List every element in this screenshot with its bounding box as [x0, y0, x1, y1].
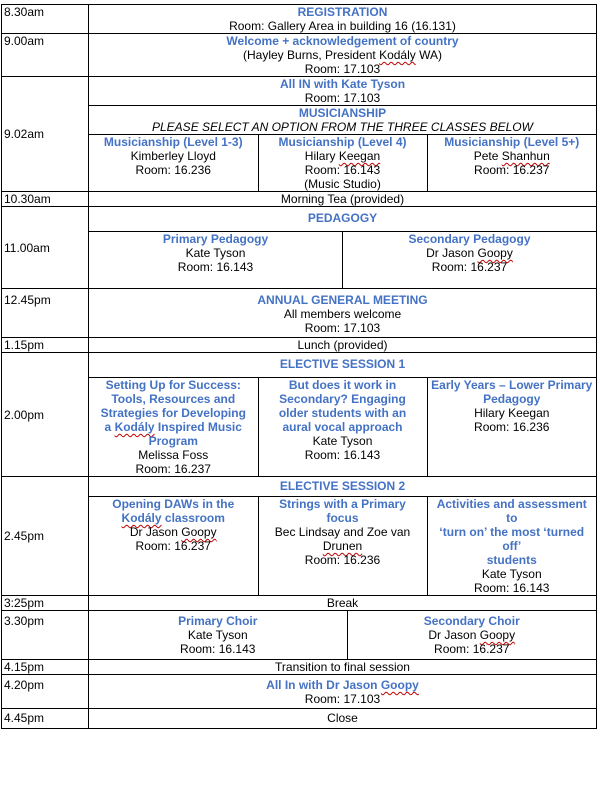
class-title: Musicianship (Level 5+)	[444, 135, 580, 149]
presenter-name: Kate Tyson	[481, 567, 542, 581]
elective-title: aural vocal approach	[282, 420, 403, 434]
instruction-text: PLEASE SELECT AN OPTION FROM THE THREE CLASSES BELOW	[152, 120, 533, 134]
room-label: Room: 16.237	[474, 163, 550, 177]
presenter-name-part: Goopy	[477, 246, 513, 260]
allin-cell	[89, 77, 596, 106]
elective-title: Pedagogy	[483, 392, 541, 406]
session-title-part: All In with Dr Jason	[266, 678, 381, 692]
room-label: Room: 16.237	[135, 539, 211, 553]
elective-title-part: Kodály	[121, 511, 162, 525]
class-option	[89, 232, 343, 289]
presenter-name-part: Goopy	[479, 628, 516, 642]
time-cell: 4.20pm	[2, 675, 89, 709]
elective-title: Strings with a Primary	[279, 497, 406, 511]
nested-table	[89, 477, 596, 595]
session-cell	[89, 289, 597, 338]
elective-title: Secondary? Engaging	[279, 392, 406, 406]
table-row	[2, 596, 597, 611]
presenter-name	[430, 149, 595, 163]
session-title: All IN with Kate Tyson	[279, 77, 406, 91]
presenter-name-part: Dr Jason	[428, 628, 480, 642]
session-cell	[89, 675, 597, 709]
elective-title: Early Years – Lower Primary	[431, 378, 593, 392]
elective-option	[427, 378, 596, 477]
table-row	[2, 192, 597, 207]
presenter-name-part: Dr Jason	[129, 525, 182, 539]
elective-title-part: Inspired Music	[154, 420, 242, 434]
table-row	[2, 5, 597, 34]
class-option	[347, 611, 596, 659]
class-title: Primary Pedagogy	[162, 232, 269, 246]
presenter-name-part: Keegan	[338, 149, 381, 163]
presenter-name-part: Dr Jason	[426, 246, 478, 260]
class-title: Primary Choir	[178, 614, 258, 628]
table-row	[2, 477, 597, 596]
room-label: Room: 17.103	[304, 91, 381, 105]
speaker-text-part: Kodály	[379, 48, 416, 62]
presenter-name: Kimberley Lloyd	[130, 149, 216, 163]
class-option	[258, 135, 427, 192]
elective-option	[89, 497, 258, 596]
class-title: Musicianship (Level 1-3)	[103, 135, 243, 149]
elective-title	[91, 420, 256, 434]
time-cell: 4.45pm	[2, 709, 89, 729]
session-title-part: Goopy	[380, 678, 419, 692]
presenter-name	[261, 149, 425, 163]
room-label: Room: 16.143	[177, 260, 254, 274]
room-label: Room: 16.236	[304, 553, 381, 567]
time-cell: 12.45pm	[2, 289, 89, 338]
pedagogy-header-cell	[89, 207, 596, 232]
presenter-name-part: Pete	[473, 149, 502, 163]
session-cell	[89, 5, 597, 34]
schedule-table	[1, 4, 597, 729]
presenter-name: Melissa Foss	[138, 448, 209, 462]
elective-title	[91, 511, 256, 525]
session-title: REGISTRATION	[297, 5, 388, 19]
class-title: Musicianship (Level 4)	[278, 135, 407, 149]
room-note: (Music Studio)	[304, 177, 381, 191]
elective-title: ‘turn on’ the most ‘turned off’	[439, 525, 585, 553]
elective-title-part: Kodály	[114, 420, 155, 434]
elective-option	[89, 378, 258, 477]
speaker-text-part: (Hayley Burns, President	[243, 48, 380, 62]
speaker-text	[91, 48, 594, 62]
session-cell	[89, 34, 597, 77]
elective-title: Activities and assessment to	[436, 497, 587, 525]
table-row	[2, 611, 597, 660]
elective-title: But does it work in	[288, 378, 397, 392]
elective-title-part: a	[104, 420, 115, 434]
time-cell: 10.30am	[2, 192, 89, 207]
class-option	[427, 135, 596, 192]
elective-option	[258, 378, 427, 477]
class-option	[89, 135, 258, 192]
nested-table	[89, 611, 596, 659]
elective-header-cell	[89, 353, 596, 378]
room-label: Room: 16.236	[135, 163, 211, 177]
session-cell	[89, 77, 597, 192]
room-label: Room: Gallery Area in building 16 (16.131)	[229, 19, 456, 33]
time-cell: 9.00am	[2, 34, 89, 77]
session-title: Welcome + acknowledgement of country	[226, 34, 459, 48]
table-row	[2, 709, 597, 729]
presenter-name: Bec Lindsay and Zoe van	[274, 525, 411, 539]
room-label: Room: 17.103	[304, 62, 381, 76]
table-row	[2, 207, 597, 289]
elective-title: focus	[326, 511, 359, 525]
presenter-name: Drunen	[322, 539, 363, 553]
break-cell: Close	[89, 709, 597, 729]
presenter-name-part: Goopy	[181, 525, 217, 539]
session-title: ANNUAL GENERAL MEETING	[257, 293, 428, 307]
time-cell: 3.30pm	[2, 611, 89, 660]
room-label: Room: 17.103	[304, 692, 381, 706]
nested-table	[89, 77, 596, 191]
break-cell: Lunch (provided)	[89, 338, 597, 353]
time-cell: 8.30am	[2, 5, 89, 34]
speaker-text-part: WA)	[415, 48, 442, 62]
presenter-name	[350, 628, 595, 642]
elective-title: Program	[148, 434, 198, 448]
class-option	[343, 232, 597, 289]
class-title: Secondary Pedagogy	[408, 232, 531, 246]
room-label: Room: 16.143	[304, 448, 381, 462]
elective-title: students	[486, 553, 537, 567]
table-row	[2, 660, 597, 675]
session-cell	[89, 207, 597, 289]
session-cell	[89, 477, 597, 596]
session-title	[91, 678, 594, 692]
table-row	[2, 353, 597, 477]
elective-header-cell	[89, 477, 596, 497]
break-cell: Break	[89, 596, 597, 611]
elective-title: Setting Up for Success:	[105, 378, 241, 392]
elective-title-part: classroom	[161, 511, 225, 525]
session-title: ELECTIVE SESSION 1	[279, 357, 406, 371]
table-row	[2, 34, 597, 77]
break-cell: Morning Tea (provided)	[89, 192, 597, 207]
presenter-name-part: Hilary	[304, 149, 339, 163]
elective-title: older students with an	[278, 406, 407, 420]
elective-title: Opening DAWs in the	[112, 497, 235, 511]
time-cell: 4.15pm	[2, 660, 89, 675]
break-cell: Transition to final session	[89, 660, 597, 675]
presenter-name: Hilary Keegan	[474, 406, 550, 420]
presenter-name	[345, 246, 594, 260]
room-label: Room: 16.143	[474, 581, 550, 595]
room-label: Room: 16.237	[431, 260, 508, 274]
note-text: All members welcome	[283, 307, 402, 321]
nested-table	[89, 353, 596, 476]
table-row	[2, 77, 597, 192]
elective-option	[258, 497, 427, 596]
elective-title: Tools, Resources and	[111, 392, 236, 406]
class-option	[89, 611, 347, 659]
room-label: Room: 16.237	[135, 462, 211, 476]
session-cell	[89, 353, 597, 477]
room-label: Room: 16.236	[474, 420, 550, 434]
room-label: Room: 16.237	[434, 642, 510, 656]
presenter-name: Kate Tyson	[185, 246, 246, 260]
session-cell	[89, 611, 597, 660]
presenter-name	[91, 525, 256, 539]
elective-option	[427, 497, 596, 596]
elective-title: Strategies for Developing	[100, 406, 246, 420]
time-cell: 11.00am	[2, 207, 89, 289]
room-label: Room: 17.103	[304, 321, 381, 335]
session-title: MUSICIANSHIP	[298, 106, 387, 120]
presenter-name: Kate Tyson	[187, 628, 248, 642]
table-row	[2, 675, 597, 709]
table-row	[2, 338, 597, 353]
time-cell: 2.45pm	[2, 477, 89, 596]
room-label: Room: 16.143	[304, 163, 381, 177]
time-cell: 1.15pm	[2, 338, 89, 353]
time-cell: 9.02am	[2, 77, 89, 192]
presenter-name-part: Shanhun	[501, 149, 550, 163]
session-title: PEDAGOGY	[307, 211, 378, 225]
room-label: Room: 16.143	[180, 642, 256, 656]
time-cell: 2.00pm	[2, 353, 89, 477]
session-title: ELECTIVE SESSION 2	[279, 479, 406, 493]
class-title: Secondary Choir	[423, 614, 520, 628]
musicianship-header-cell	[89, 106, 596, 135]
table-row	[2, 289, 597, 338]
nested-table	[89, 207, 596, 288]
time-cell: 3:25pm	[2, 596, 89, 611]
presenter-name: Kate Tyson	[312, 434, 373, 448]
